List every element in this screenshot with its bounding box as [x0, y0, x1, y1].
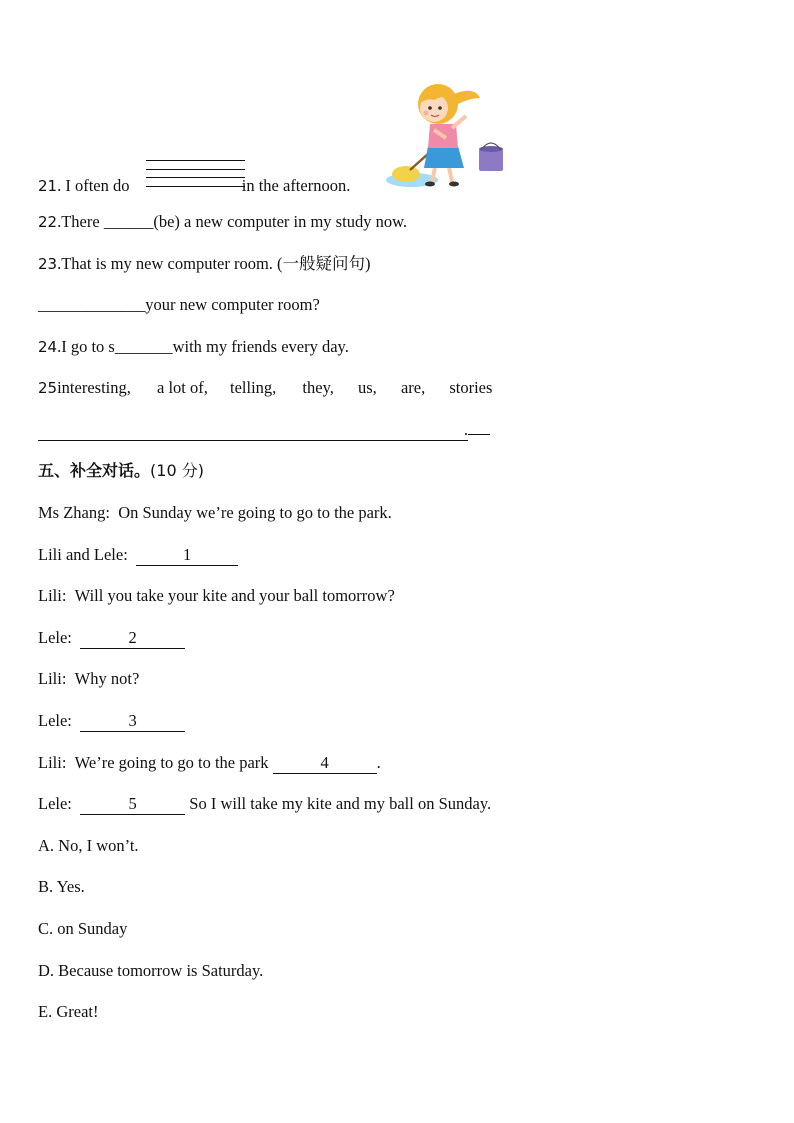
answer-line[interactable]: . — [38, 420, 468, 441]
dialogue-line-1: Ms Zhang: On Sunday we’re going to go to the park. — [38, 503, 392, 522]
blank-4[interactable]: 4 — [273, 753, 377, 774]
option-c: C. on Sunday — [38, 919, 128, 938]
word-3: telling, — [230, 378, 277, 397]
speaker: Lili: — [38, 586, 67, 605]
speaker: Ms Zhang: — [38, 503, 110, 522]
speaker: Lele: — [38, 628, 72, 647]
answer-blank[interactable]: _____________ — [38, 295, 146, 314]
answer-blank[interactable]: ______ — [103, 212, 154, 231]
question-22: 22.There ______(be) a new computer in my study now. — [38, 212, 408, 231]
speaker: Lele: — [38, 711, 72, 730]
question-25-answer — [38, 420, 490, 441]
blank-5[interactable]: 5 — [80, 794, 185, 815]
word-7: stories — [449, 378, 493, 397]
option-d: D. Because tomorrow is Saturday. — [38, 961, 264, 980]
section-heading: 五、补全对话。(10 分) — [38, 461, 204, 480]
girl-mopping-icon — [382, 76, 510, 192]
speaker: Lili: — [38, 753, 67, 772]
question-21: 21. I often do in the afternoon. — [38, 176, 351, 195]
dialogue-line-4 — [38, 628, 185, 649]
word-6: are, — [400, 378, 426, 397]
dialogue-line-7: Lili: We’re going to go to the park 4 . — [38, 753, 381, 772]
word-1: interesting, — [57, 378, 131, 397]
option-b: B. Yes. — [38, 877, 85, 896]
blank-2[interactable]: 2 — [80, 628, 185, 649]
question-23-answer: _____________your new computer room? — [38, 295, 320, 314]
word-2: a lot of, — [157, 378, 208, 397]
dialogue-line-3: Lili: Will you take your kite and your ball tomorrow? — [38, 586, 395, 605]
answer-blank[interactable]: _______ — [114, 337, 173, 356]
blank-1[interactable]: 1 — [136, 545, 238, 566]
dialogue-line-5: Lili: Why not? — [38, 669, 140, 688]
word-5: us, — [358, 378, 377, 397]
speaker: Lili: — [38, 669, 67, 688]
dialogue-line-8: Lele: 5 So I will take my kite and my ball on Sunday. — [38, 794, 492, 813]
dialogue-line-6 — [38, 711, 185, 732]
question-23: 23.That is my new computer room. (一般疑问句) — [38, 254, 371, 273]
speaker: Lele: — [38, 794, 72, 813]
speaker: Lili and Lele: — [38, 545, 128, 564]
option-a: A. No, I won’t. — [38, 836, 139, 855]
dialogue-line-2 — [38, 545, 238, 566]
word-4: they, — [302, 378, 334, 397]
blank-3[interactable]: 3 — [80, 711, 185, 732]
question-24: 24.I go to s_______with my friends every day. — [38, 337, 349, 356]
question-25: 25interesting, a lot of, telling, they, us, are, stories — [38, 378, 493, 397]
option-e: E. Great! — [38, 1002, 99, 1021]
